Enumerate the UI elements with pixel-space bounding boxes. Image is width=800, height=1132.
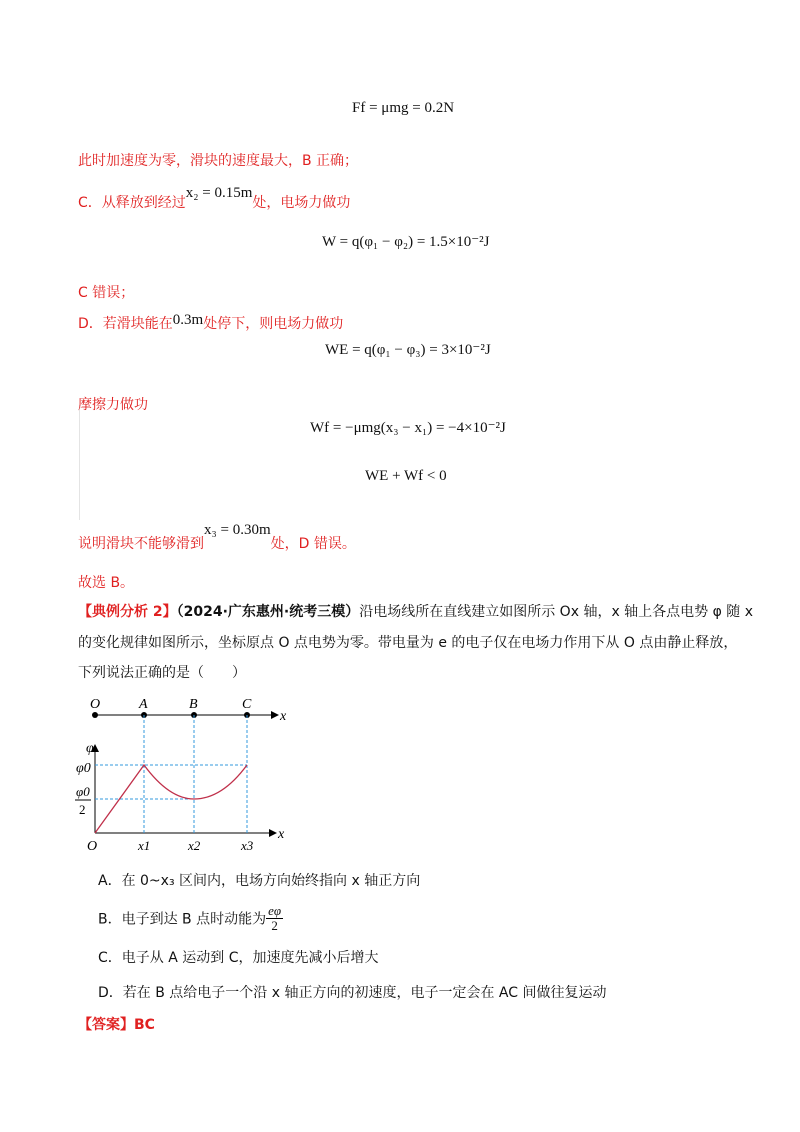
bottom-label-x1: x1: [138, 838, 151, 853]
equation-work-sum: WE + Wf < 0: [365, 468, 447, 484]
top-label-b: B: [189, 697, 198, 712]
line-choose: 故选 B。: [78, 575, 135, 591]
top-label-a: A: [139, 697, 148, 712]
potential-figure: [70, 690, 300, 855]
line-expl-eq: x₃ = 0.30m: [204, 522, 271, 538]
half-den: 2: [79, 802, 86, 817]
equation-friction-force: Ff = μmg = 0.2N: [352, 100, 455, 116]
line-d: [78, 313, 343, 333]
equation-work-e: WE = q(φ₁ − φ₃) = 3×10⁻²J: [325, 342, 491, 358]
line-c: [78, 185, 351, 212]
answer-line: [78, 1014, 155, 1034]
line-c-post: 处，电场力做功: [252, 195, 351, 211]
line-expl-post: 处，D 错误。: [270, 536, 356, 552]
option-b-den: 2: [271, 918, 278, 933]
option-a: A．在 0~x₃ 区间内，电场方向始终指向 x 轴正方向: [98, 873, 421, 889]
line-b-correct: 此时加速度为零，滑块的速度最大，B 正确；: [78, 153, 359, 169]
example-line-3: 下列说法正确的是（ ）: [78, 665, 246, 681]
option-b-pre: B．电子到达 B 点时动能为: [98, 911, 267, 928]
option-d: D．若在 B 点给电子一个沿 x 轴正方向的初速度，电子一定会在 AC 间做往复运动: [98, 985, 607, 1001]
line-friction-work: 摩擦力做功: [78, 397, 148, 413]
top-label-c: C: [242, 697, 252, 712]
example-p1: 沿电场线所在直线建立如图所示 Ox 轴，x 轴上各点电势 φ 随 x: [359, 604, 754, 620]
top-label-o: O: [90, 697, 101, 712]
phi0-label: φ0: [76, 761, 91, 776]
line-d-eq: 0.3m: [172, 312, 204, 328]
option-b: [98, 904, 283, 933]
answer-tag: 【答案】: [78, 1017, 134, 1033]
example-source: （2024·广东惠州·统考三模）: [176, 604, 360, 620]
dashed-guides: [95, 715, 247, 833]
phi-label: φ: [86, 741, 94, 756]
line-d-post: 处停下，则电场力做功: [203, 316, 344, 332]
line-explanation: [78, 522, 356, 553]
answer-value: BC: [134, 1017, 155, 1033]
bottom-label-x2: x2: [188, 838, 201, 853]
line-c-wrong: C 错误；: [78, 285, 135, 301]
point-o: [92, 712, 98, 718]
line-c-pre: C．从释放到经过: [78, 195, 186, 211]
option-b-fraction: [266, 904, 283, 933]
half-num: φ0: [76, 784, 90, 799]
bottom-label-x: x: [278, 827, 285, 842]
equation-work-friction: Wf = −μmg(x₃ − x₁) = −4×10⁻²J: [310, 420, 506, 436]
equation-work-c: W = q(φ₁ − φ₂) = 1.5×10⁻²J: [322, 234, 490, 250]
line-d-pre: D．若滑块能在: [78, 316, 173, 332]
margin-line: [79, 405, 80, 520]
example-line-2: 的变化规律如图所示，坐标原点 O 点电势为零。带电量为 e 的电子仅在电场力作用下从 O 点由静止释放，: [78, 635, 738, 651]
example-line-1: [78, 601, 753, 621]
line-c-eq: x₂ = 0.15m: [185, 185, 253, 201]
top-label-x: x: [280, 709, 287, 724]
line-expl-pre: 说明滑块不能够滑到: [78, 536, 204, 552]
example-tag: 【典例分析 2】: [78, 604, 177, 620]
bottom-label-o: O: [87, 839, 98, 854]
option-c: C．电子从 A 运动到 C，加速度先减小后增大: [98, 950, 379, 966]
option-b-num: eφ: [268, 903, 282, 918]
bottom-label-x3: x3: [241, 838, 254, 853]
